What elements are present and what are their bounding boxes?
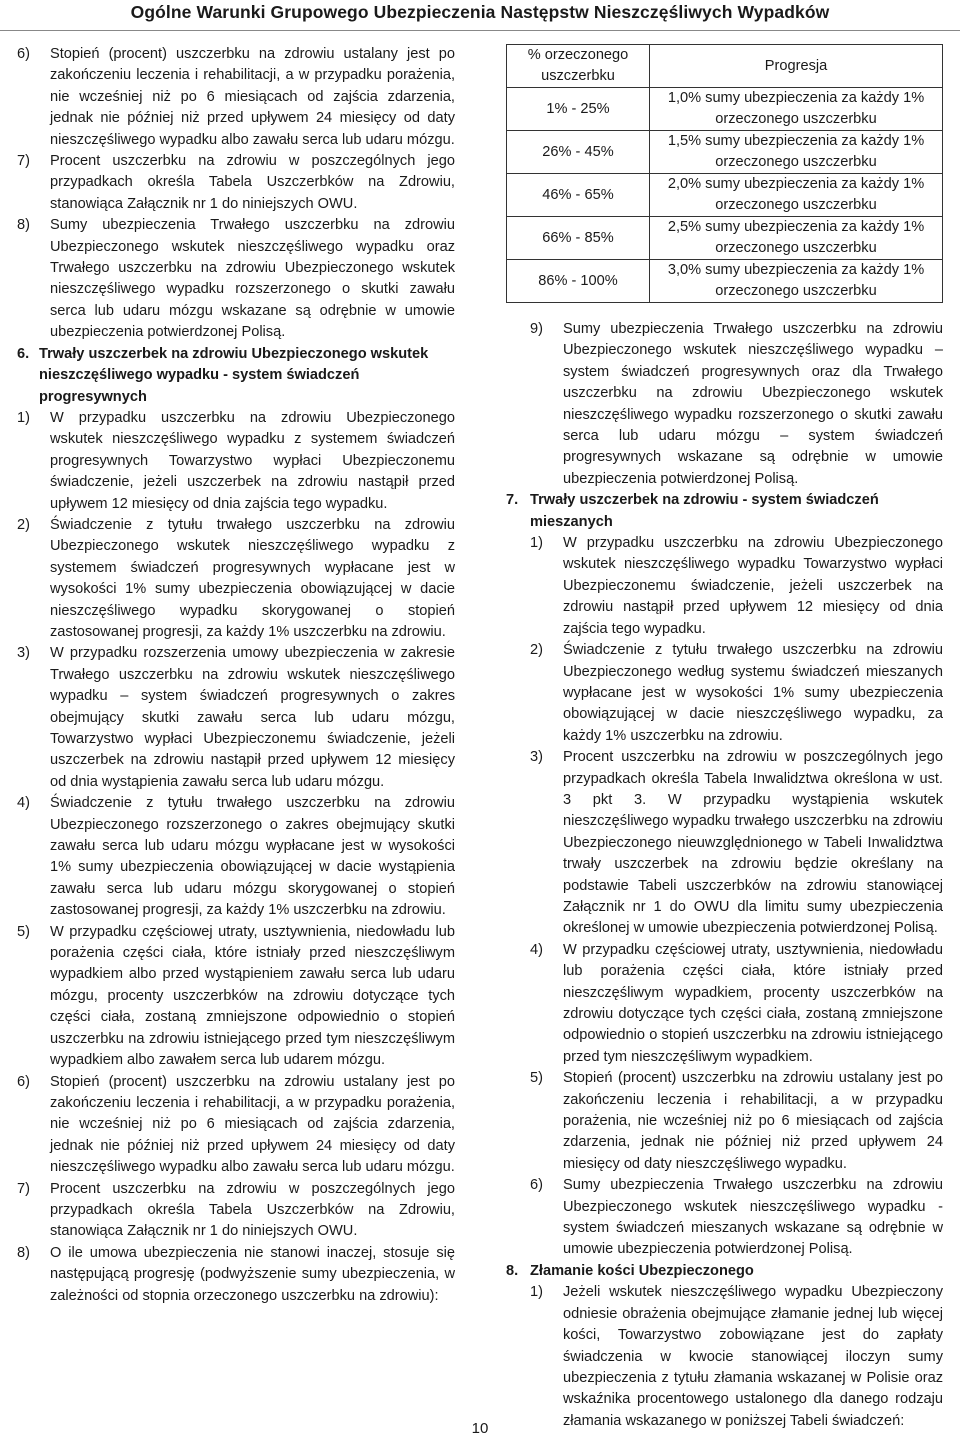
item-number: 5) (530, 1070, 543, 1087)
table-row (507, 260, 943, 303)
table-cell: 26% - 45% (507, 131, 650, 174)
right-column (506, 44, 943, 1432)
list-item (17, 1243, 455, 1307)
section-number: 7. (506, 492, 519, 509)
item-number: 8) (17, 217, 30, 234)
list-item (17, 151, 455, 215)
section-8-heading (506, 1261, 943, 1282)
item-number: 3) (530, 749, 543, 766)
item-text: Świadczenie z tytułu trwałego uszczerbku na zdrowiu Ubezpieczonego według systemu świadczeń mieszanych wypłacane jest w wysokości 1% sumy ubezpieczenia obowiązującej w dacie nieszczęśliwego wypadku, za każdy 1% uszczerbku na zdrowiu. (563, 642, 943, 744)
item-number: 3) (17, 645, 30, 662)
table-header-cell: Progresja (650, 45, 943, 88)
list-item (530, 1175, 943, 1261)
item-text: Sumy ubezpieczenia Trwałego uszczerbku na zdrowiu Ubezpieczonego wskutek nieszczęśliwego wypadku oraz Trwałego uszczerbku na zdrowiu Ubezpieczonego wskutek nieszczęśliwego wypadku rozszerzonego o skutki zawału serca lub udaru mózgu wskazane są odrębnie w umowie ubezpieczenia potwierdzonej Polisą. (50, 217, 455, 341)
item-number: 4) (17, 795, 30, 812)
page-number: 10 (471, 1420, 489, 1437)
item-number: 6) (17, 1073, 30, 1090)
section-title: Trwały uszczerbek na zdrowiu - system świadczeń mieszanych (530, 492, 879, 530)
item-number: 6) (17, 46, 30, 62)
item-text: W przypadku uszczerbku na zdrowiu Ubezpieczonego wskutek nieszczęśliwego wypadku Towarzystwo wypłaci Ubezpieczonemu świadczenie, jeżeli uszczerbek na zdrowiu nastąpił przed upływem 12 miesięcy od dnia zajścia tego wypadku. (563, 535, 943, 637)
list-item (17, 215, 455, 343)
left-list-a (17, 44, 455, 344)
item-number: 2) (17, 516, 30, 533)
item-text: Procent uszczerbku na zdrowiu w poszczególnych jego przypadkach określa Tabela Uszczerbków na Zdrowiu, stanowiąca Załącznik nr 1 do niniejszych OWU. (50, 153, 455, 212)
table-row (507, 88, 943, 131)
table-cell: 1% - 25% (507, 88, 650, 131)
list-item (17, 922, 455, 1072)
table-header-cell: % orzeczonego uszczerbku (507, 45, 650, 88)
page-header (0, 0, 960, 30)
left-list-b (17, 408, 455, 1307)
item-number: 6) (530, 1177, 543, 1194)
table-cell: 1,0% sumy ubezpieczenia za każdy 1% orzeczonego uszczerbku (650, 88, 943, 131)
item-text: Stopień (procent) uszczerbku na zdrowiu ustalany jest po zakończeniu leczenia i rehabilitacji, a w przypadku porażenia, nie wcześniej niż po 6 miesiącach od zajścia zdarzenia, jednak nie później niż przed upływem 24 miesięcy od daty nieszczęśliwego wypadku. (563, 1070, 943, 1172)
item-text: W przypadku częściowej utraty, usztywnienia, niedowładu lub porażenia części ciała, które istniały przed nieszczęśliwym wypadkiem, procenty uszczerbków na zdrowiu dotyczące tych części ciała, zostaną zmniejszone odpowiednio o stopień uszczerbku na zdrowiu istniejącego przed tym nieszczęśliwym wypadkiem. (563, 941, 943, 1065)
list-item (17, 1179, 455, 1243)
item-number: 9) (530, 321, 543, 337)
progression-table (506, 44, 943, 303)
table-row (507, 131, 943, 174)
table-header-row (507, 45, 943, 88)
list-item (17, 44, 455, 151)
section-title: Złamanie kości Ubezpieczonego (530, 1262, 754, 1279)
item-number: 2) (530, 642, 543, 659)
list-item (17, 793, 455, 921)
section-number: 6. (17, 345, 30, 362)
item-text: Świadczenie z tytułu trwałego uszczerbku na zdrowiu Ubezpieczonego rozszerzonego o zakres obejmujący skutki zawału serca lub udaru mózgu wypłacane jest w wysokości 1% sumy ubezpieczenia obowiązującej w dacie wystąpienia zawału serca lub udaru mózgu skorygowanej o stopień zastosowanej progresji, za każdy 1% uszczerbku na zdrowiu. (50, 795, 455, 919)
item-text: W przypadku rozszerzenia umowy ubezpieczenia w zakresie Trwałego uszczerbku na zdrowiu wskutek nieszczęśliwego wypadku – system świadczeń progresywnych o zakres obejmujący skutki zawału serca lub udaru mózgu, Towarzystwo wypłaci Ubezpieczonemu świadczenie, jeżeli uszczerbek na zdrowiu nastąpił przed upływem 12 miesięcy od dnia wystąpienia zawału serca lub udaru mózgu. (50, 645, 455, 790)
item-number: 8) (17, 1244, 30, 1261)
list-item (530, 940, 943, 1068)
table-cell: 86% - 100% (507, 260, 650, 303)
list-item (17, 408, 455, 515)
section-7-heading (506, 490, 943, 533)
table-row (507, 174, 943, 217)
item-number: 4) (530, 941, 543, 958)
item-text: Jeżeli wskutek nieszczęśliwego wypadku Ubezpieczony odniesie obrażenia obejmujące złamanie jednej lub więcej kości, Towarzystwo zobowiązane jest do zapłaty świadczenia w kwocie stanowiącej iloczyn sumy ubezpieczenia z tytułu złamania wskazanej w Polisie oraz wskaźnika procentowego ustalonego dla danego rodzaju złamania wskazanego w poniższej Tabeli świadczeń: (563, 1284, 943, 1429)
list-item (530, 1282, 943, 1432)
document-title: Ogólne Warunki Grupowego Ubezpieczenia Następstw Nieszczęśliwych Wypadków (130, 2, 830, 22)
table-cell: 46% - 65% (507, 174, 650, 217)
item-text: Świadczenie z tytułu trwałego uszczerbku na zdrowiu Ubezpieczonego wskutek nieszczęśliwego wypadku z systemem świadczeń progresywnych wypłacane jest w wysokości 1% sumy ubezpieczenia obowiązującej w dacie nieszczęśliwego wypadku skorygowanej o stopień zastosowanej progresji, za każdy 1% uszczerbku na zdrowiu. (50, 516, 455, 640)
item-text: Sumy ubezpieczenia Trwałego uszczerbku na zdrowiu Ubezpieczonego wskutek nieszczęśliwego wypadku - system świadczeń mieszanych wskazane są odrębnie w umowie ubezpieczenia potwierdzonej Polisą. (563, 1177, 943, 1258)
item-text: W przypadku uszczerbku na zdrowiu Ubezpieczonego wskutek nieszczęśliwego wypadku z systemem świadczeń progresywnych Towarzystwo wypłaci Ubezpieczonemu świadczenie, jeżeli uszczerbek na zdrowiu nastąpił przed upływem 12 miesięcy od dnia zajścia tego wypadku. (50, 409, 455, 512)
list-item (530, 533, 943, 640)
item-number: 5) (17, 923, 30, 940)
list-item (17, 643, 455, 793)
list-item (530, 747, 943, 940)
table-cell: 1,5% sumy ubezpieczenia za każdy 1% orzeczonego uszczerbku (650, 131, 943, 174)
item-number: 7) (17, 153, 30, 170)
item-text: Sumy ubezpieczenia Trwałego uszczerbku na zdrowiu Ubezpieczonego wskutek nieszczęśliwego wypadku – system świadczeń progresywnych oraz dla Trwałego uszczerbku na zdrowiu Ubezpieczonego wskutek nieszczęśliwego wypadku rozszerzonego o skutki zawału serca lub udaru mózgu – system świadczeń progresywnych wskazane są odrębnie w umowie ubezpieczenia potwierdzonej Polisą. (563, 321, 943, 487)
item-number: 7) (17, 1180, 30, 1197)
item-text: W przypadku częściowej utraty, usztywnienia, niedowładu lub porażenia części ciała, które istniały przed nieszczęśliwym wypadkiem albo przed wystąpieniem zawału serca lub udaru mózgu, procenty uszczerbków na zdrowiu dotyczące tych części ciała, zostaną zmniejszone odpowiednio o stopień uszczerbku na zdrowiu istniejącego przed tym nieszczęśliwym wypadkiem albo zawałem serca lub udarem mózgu. (50, 923, 455, 1069)
table-cell: 3,0% sumy ubezpieczenia za każdy 1% orzeczonego uszczerbku (650, 260, 943, 303)
item-text: O ile umowa ubezpieczenia nie stanowi inaczej, stosuje się następującą progresję (podwyższenie sumy ubezpieczenia, w zależności od stopnia orzeczonego uszczerbku na zdrowiu): (50, 1244, 455, 1304)
section-title: Trwały uszczerbek na zdrowiu Ubezpieczonego wskutek nieszczęśliwego wypadku - system świadczeń progresywnych (39, 345, 429, 405)
item-number: 1) (530, 535, 543, 552)
section-number: 8. (506, 1262, 519, 1279)
item-text: Stopień (procent) uszczerbku na zdrowiu ustalany jest po zakończeniu leczenia i rehabilitacji, a w przypadku porażenia, nie wcześniej niż po 6 miesiącach od zajścia zdarzenia, jednak nie później niż przed upływem 24 miesięcy od daty nieszczęśliwego wypadku albo zawału serca lub udaru mózgu. (50, 1073, 455, 1176)
table-body (507, 88, 943, 303)
list-item (530, 319, 943, 490)
item-text: Procent uszczerbku na zdrowiu w poszczególnych jego przypadkach określa Tabela Inwalidztwa określona w ust. 3 pkt 3. W przypadku wystąpienia wskutek nieszczęśliwego wypadku trwałego uszczerbku na zdrowiu Ubezpieczonego nieuwzględnionego w Tabeli Inwalidztwa trwały uszczerbek na zdrowiu będzie określany na podstawie Tabeli uszczerbków na zdrowiu stanowiącej Załącznik nr 1 do OWU dla limitu sumy ubezpieczenia określonej w umowie ubezpieczenia potwierdzonej Polisą. (563, 749, 943, 937)
header-divider (0, 30, 960, 31)
table-cell: 2,0% sumy ubezpieczenia za każdy 1% orzeczonego uszczerbku (650, 174, 943, 217)
list-item (17, 515, 455, 643)
section-8-list (506, 1282, 943, 1432)
item-text: Stopień (procent) uszczerbku na zdrowiu ustalany jest po zakończeniu leczenia i rehabilitacji, a w przypadku porażenia, nie wcześniej niż po 6 miesiącach od zajścia zdarzenia, jednak nie później niż przed upływem 24 miesięcy od daty nieszczęśliwego wypadku albo zawału serca lub udaru mózgu. (50, 46, 455, 148)
list-item (530, 640, 943, 747)
table-row (507, 217, 943, 260)
list-item (17, 1072, 455, 1179)
item-number: 1) (530, 1284, 543, 1301)
item-text: Procent uszczerbku na zdrowiu w poszczególnych jego przypadkach określa Tabela Uszczerbków na Zdrowiu, stanowiąca Załącznik nr 1 do niniejszych OWU. (50, 1180, 455, 1240)
list-item (530, 1068, 943, 1175)
item-number: 1) (17, 409, 30, 426)
table-cell: 66% - 85% (507, 217, 650, 260)
section-7-list (506, 533, 943, 1261)
table-cell: 2,5% sumy ubezpieczenia za każdy 1% orzeczonego uszczerbku (650, 217, 943, 260)
left-column (17, 44, 455, 1307)
section-6-heading (17, 344, 455, 408)
